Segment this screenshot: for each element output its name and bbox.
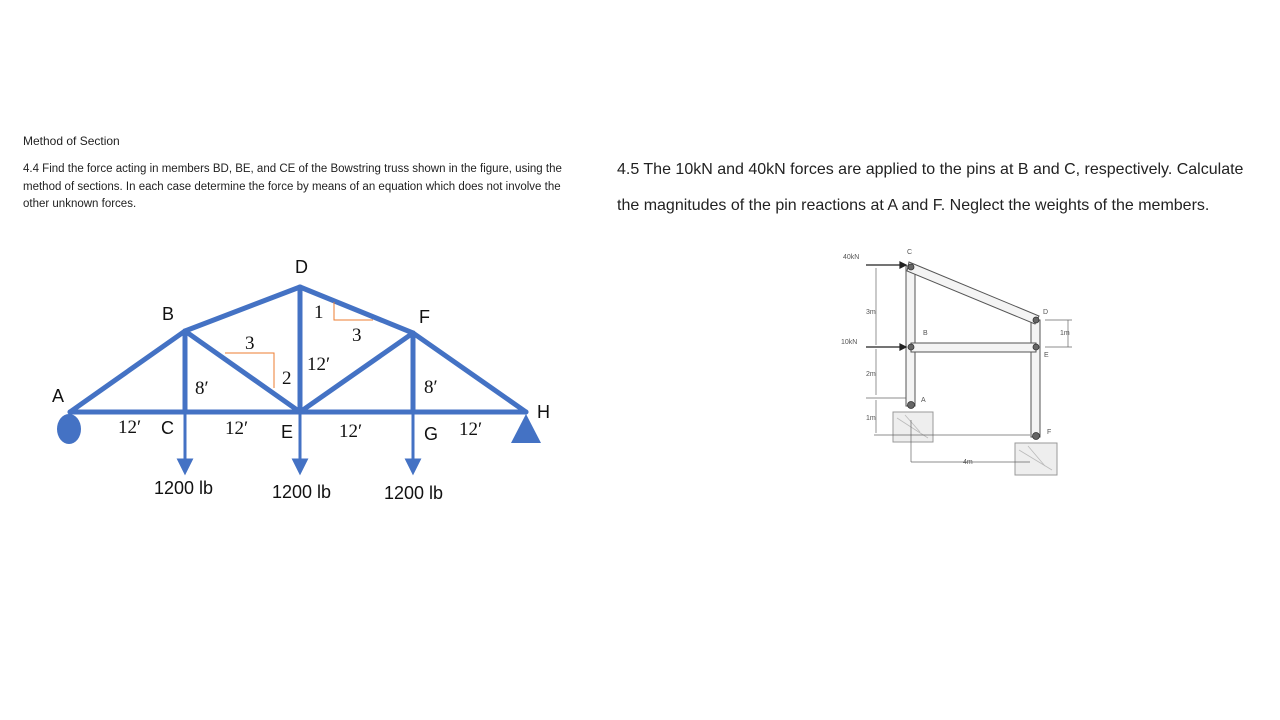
dim-FG-height: 8′ bbox=[424, 377, 438, 398]
dim-DE-height: 12′ bbox=[307, 354, 331, 375]
node-label-B: B bbox=[162, 304, 175, 324]
dim-AC: 12′ bbox=[118, 417, 142, 438]
pin-A bbox=[908, 402, 915, 409]
slope-rise-DF: 1 bbox=[314, 302, 324, 323]
dim-1m-right: 1m bbox=[1060, 330, 1070, 337]
dim-3m: 3m bbox=[866, 309, 876, 316]
pin-C bbox=[908, 264, 914, 270]
problem-4-5-text: 4.5 The 10kN and 40kN forces are applied to the pins at B and C, respectively. Calculate the magnitudes of the pin reactions at A and F. Neglect the weights of the members. bbox=[617, 161, 1244, 214]
force-label-40kN: 40kN bbox=[843, 254, 860, 261]
dim-BC-height: 8′ bbox=[195, 378, 209, 399]
section-heading: Method of Section bbox=[23, 134, 120, 148]
node-label-F: F bbox=[419, 307, 430, 327]
node-label-A: A bbox=[52, 386, 65, 406]
dim-GH: 12′ bbox=[459, 419, 483, 440]
dim-CE: 12′ bbox=[225, 418, 249, 439]
slope-run-BE: 3 bbox=[245, 333, 255, 354]
dim-2m: 2m bbox=[866, 371, 876, 378]
problem-4-4-text: 4.4 Find the force acting in members BD, BE, and CE of the Bowstring truss shown in the figure, using the method of sections. In each case determine the force by means of an equation which does not involve the other unknown forces. bbox=[23, 163, 562, 210]
pin-F bbox=[1033, 433, 1040, 440]
node-label-G: G bbox=[424, 424, 439, 444]
member-AC-column bbox=[906, 266, 915, 406]
force-arrow-10kN bbox=[900, 344, 906, 350]
node-label-D: D bbox=[295, 257, 308, 277]
force-label-10kN: 10kN bbox=[841, 339, 858, 346]
node-label-E: E bbox=[281, 422, 294, 442]
node-label-H: H bbox=[537, 402, 550, 422]
node-label-C: C bbox=[161, 418, 174, 438]
load-label-C: 1200 lb bbox=[154, 478, 214, 498]
frame-node-D: D bbox=[1043, 309, 1049, 316]
frame-node-E: E bbox=[1044, 352, 1049, 359]
pin-B bbox=[908, 344, 914, 350]
member-CD-beam bbox=[907, 262, 1039, 324]
load-label-E: 1200 lb bbox=[272, 482, 332, 502]
load-label-G: 1200 lb bbox=[384, 483, 444, 503]
dim-1m-left: 1m bbox=[866, 415, 876, 422]
pin-D bbox=[1033, 317, 1039, 323]
frame-node-A: A bbox=[921, 397, 926, 404]
pin-E bbox=[1033, 344, 1039, 350]
frame-node-F: F bbox=[1047, 429, 1052, 436]
slope-rise-BE: 2 bbox=[282, 368, 292, 389]
force-arrow-40kN bbox=[900, 262, 906, 268]
member-BE-beam bbox=[911, 343, 1036, 352]
dim-4m: 4m bbox=[963, 459, 973, 466]
ground-block-F bbox=[1015, 443, 1057, 475]
frame-node-C: C bbox=[907, 249, 913, 256]
slope-run-DF: 3 bbox=[352, 325, 362, 346]
frame-node-B: B bbox=[923, 330, 928, 337]
member-EF-column bbox=[1031, 320, 1040, 437]
dim-EG: 12′ bbox=[339, 421, 363, 442]
